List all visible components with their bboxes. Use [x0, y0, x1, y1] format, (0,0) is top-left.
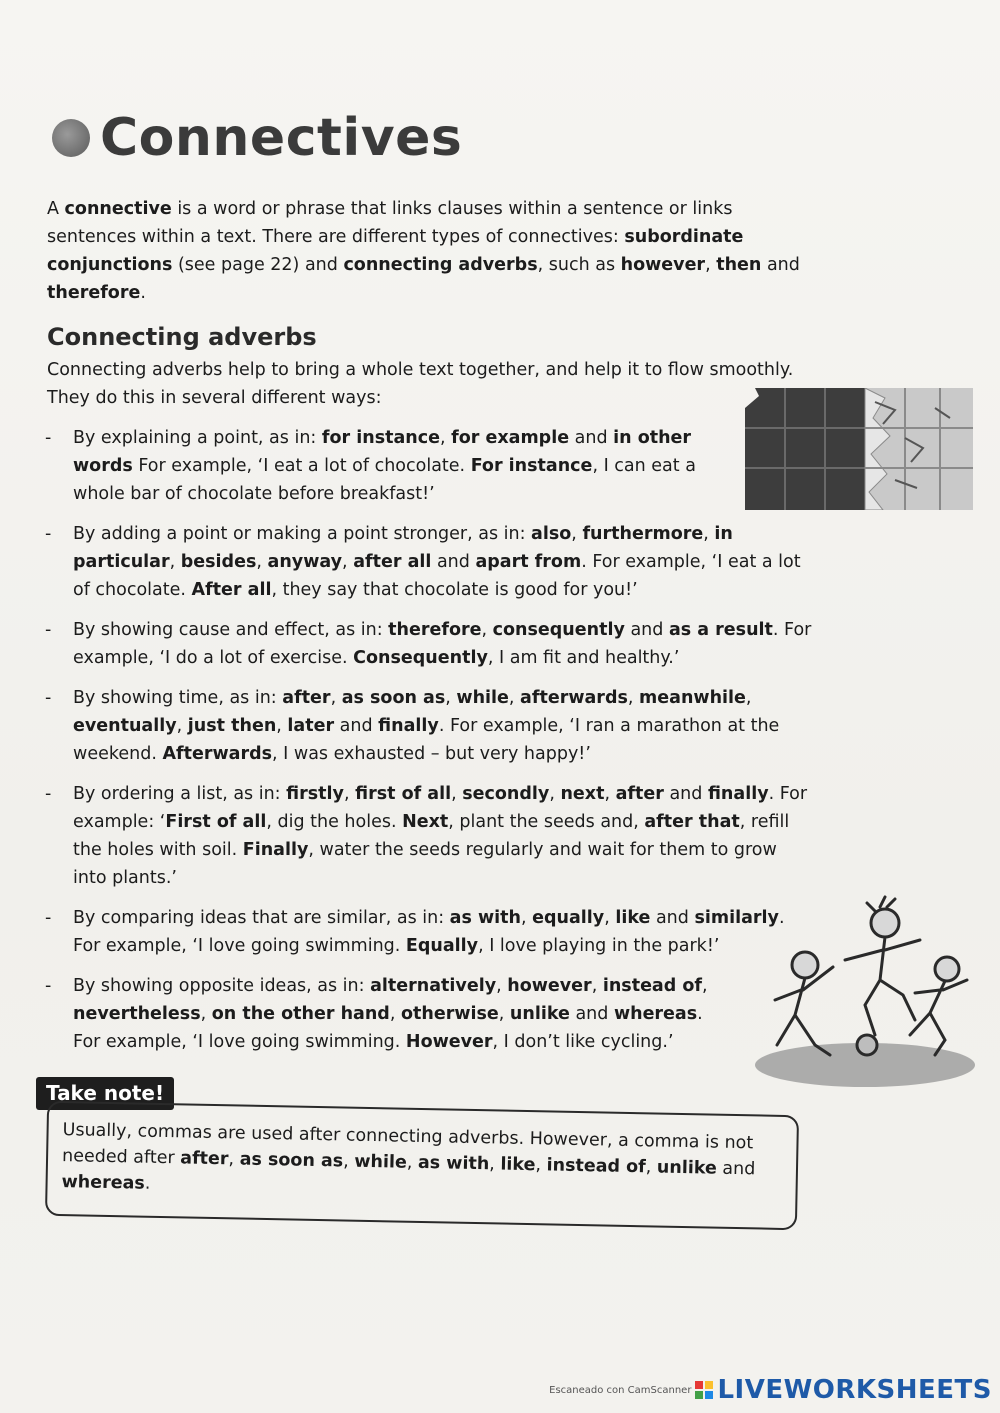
- list-item: - By showing opposite ideas, as in: alternatively, however, instead of, nevertheless, on the other hand, otherwise, unlike and whereas. For example, ‘I love going swimming. However, I don’t like cycling.’: [45, 976, 708, 1052]
- list-item: - By showing cause and effect, as in: therefore, consequently and as a result. For example, ‘I do a lot of exercise. Consequently, I am fit and healthy.’: [45, 620, 812, 668]
- page-title: Connectives: [100, 108, 463, 168]
- list-item: - By ordering a list, as in: firstly, first of all, secondly, next, after and finally. For example: ‘First of all, dig the holes. Next, plant the seeds and, after that, refill the holes with soil. Finally, water the seeds regularly and wait for them to grow into plants.’: [45, 784, 808, 888]
- list-item: - By adding a point or making a point stronger, as in: also, furthermore, in particular, besides, anyway, after all and apart from. For example, ‘I eat a lot of chocolate. After all, they say that chocolate is good for you!’: [45, 524, 801, 600]
- liveworksheets-brand[interactable]: LIVEWORKSHEETS: [717, 1375, 992, 1405]
- children-playing-illustration: [715, 895, 975, 1090]
- list-item: - By showing time, as in: after, as soon as, while, afterwards, meanwhile, eventually, just then, later and finally. For example, ‘I ran a marathon at the weekend. Afterwards, I was exhausted – but very happy!’: [45, 688, 780, 764]
- title-row: [52, 108, 462, 168]
- footer-watermark: [549, 1375, 992, 1405]
- list-item: - By comparing ideas that are similar, as in: as with, equally, like and similarly. For example, ‘I love going swimming. Equally, I love playing in the park!’: [45, 908, 785, 956]
- section-heading: Connecting adverbs: [47, 323, 317, 351]
- logo-block: [705, 1381, 713, 1389]
- list-item: - By explaining a point, as in: for instance, for example and in other words For example, ‘I eat a lot of chocolate. For instance, I can eat a whole bar of chocolate before breakfast!’: [45, 428, 696, 504]
- section-intro: Connecting adverbs help to bring a whole text together, and help it to flow smoothly. They do this in several different ways:: [47, 360, 794, 408]
- intro-paragraph: A connective is a word or phrase that links clauses within a sentence or links sentences within a text. There are different types of connectives: subordinate conjunctions (see page 22) and connecting adverbs, such as however, then and therefore.: [47, 199, 800, 303]
- take-note-box: Usually, commas are used after connecting adverbs. However, a comma is not needed after after, as soon as, while, as with, like, instead of, unlike and whereas.: [45, 1101, 799, 1230]
- connecting-adverbs-list: [45, 424, 812, 1068]
- logo-block: [705, 1391, 713, 1399]
- logo-block: [695, 1391, 703, 1399]
- title-bullet-icon: [52, 119, 90, 157]
- logo-block: [695, 1381, 703, 1389]
- liveworksheets-logo-icon: [695, 1381, 713, 1399]
- take-note-label: Take note!: [36, 1077, 174, 1110]
- scanner-credit: Escaneado con CamScanner: [549, 1384, 692, 1396]
